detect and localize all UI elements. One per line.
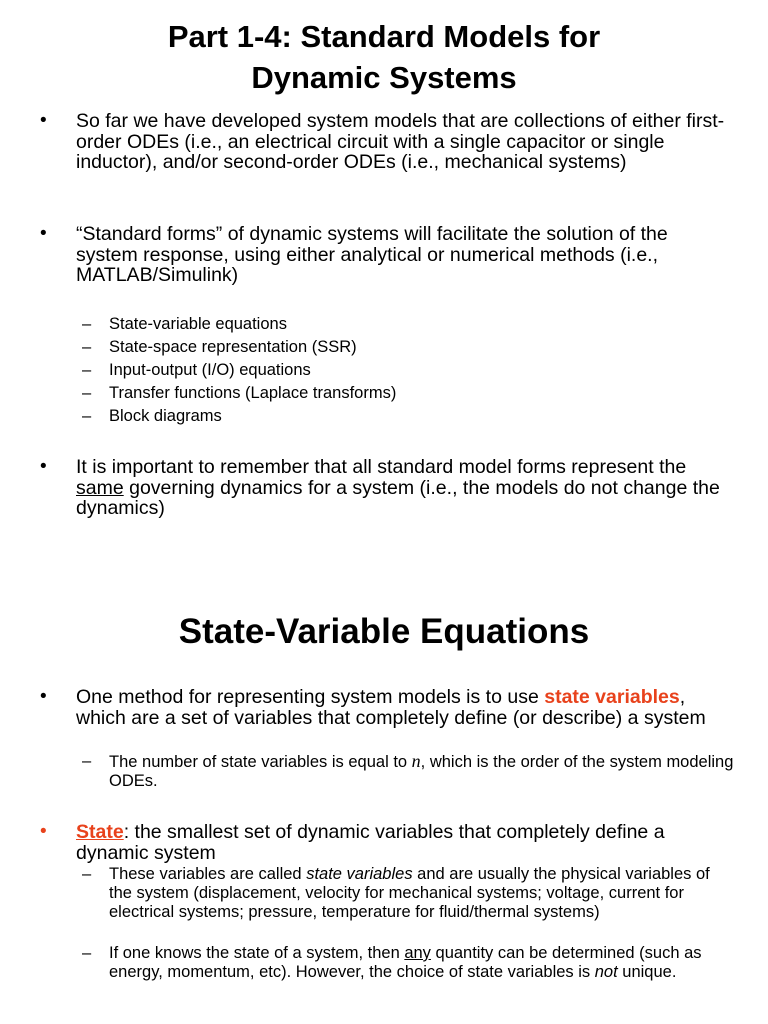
bullet-text: One method for representing system models is to use state variables, which are a set of variables that completely define (or describe) a system [76, 686, 706, 729]
title-line-2: Dynamic Systems [251, 60, 517, 95]
list-item [82, 865, 734, 922]
list-item [82, 384, 734, 403]
dash-marker: – [82, 407, 92, 425]
list-item [82, 751, 734, 791]
dash-marker: – [82, 944, 92, 962]
list-item-text: Transfer functions (Laplace transforms) [109, 384, 397, 402]
bullet-marker: • [40, 821, 47, 842]
bullet-standard-forms [40, 223, 734, 286]
bullet-state-definition [40, 821, 734, 864]
variable-n: n [411, 751, 421, 771]
bullet-marker: • [40, 456, 47, 477]
bullet-marker: • [40, 110, 47, 131]
list-item-text: State-variable equations [109, 315, 287, 333]
list-item [82, 407, 734, 426]
underlined-word: any [404, 944, 431, 962]
list-item-text: State-space representation (SSR) [109, 338, 357, 356]
highlight-term: State [76, 821, 124, 843]
highlight-term: state variables [544, 686, 680, 708]
italic-term: not [594, 963, 618, 981]
list-item [82, 361, 734, 380]
list-item [82, 944, 734, 982]
section-title: State-Variable Equations [178, 612, 590, 651]
list-item [82, 315, 734, 334]
dash-marker: – [82, 752, 92, 770]
bullet-text: So far we have developed system models that are collections of either first-order ODEs (i.e., an electrical circuit with a single capacitor or single inductor), and/or second-order ODEs (i.e., mechanical systems) [76, 110, 725, 173]
bullet-developed-models [40, 110, 734, 173]
underlined-word: same [76, 476, 124, 499]
dash-marker: – [82, 361, 92, 379]
dash-marker: – [82, 338, 92, 356]
list-item [82, 338, 734, 357]
list-item-text: These variables are called state variables and are usually the physical variables of the system (displacement, velocity for mechanical systems; voltage, current for electrical systems; pressure, temperature for fluid/thermal systems) [109, 865, 710, 921]
dash-marker: – [82, 384, 92, 402]
bullet-state-variables [40, 686, 734, 729]
page-title [0, 16, 768, 98]
bullet-same-dynamics [40, 456, 734, 519]
list-item-text: If one knows the state of a system, then any quantity can be determined (such as energy, momentum, etc). However, the choice of state variables is not unique. [109, 944, 702, 981]
bullet-text: “Standard forms” of dynamic systems will facilitate the solution of the system response, using either analytical or numerical methods (i.e., MATLAB/Simulink) [76, 223, 668, 286]
bullet-marker: • [40, 686, 47, 707]
italic-term: state variables [306, 865, 413, 883]
bullet-marker: • [40, 223, 47, 244]
dash-marker: – [82, 865, 92, 883]
list-item-text: The number of state variables is equal to n, which is the order of the system modeling ODEs. [109, 751, 734, 790]
dash-marker: – [82, 315, 92, 333]
title-line-1: Part 1-4: Standard Models for [167, 19, 601, 54]
list-item-text: Input-output (I/O) equations [109, 361, 311, 379]
list-item-text: Block diagrams [109, 407, 222, 425]
bullet-text: State: the smallest set of dynamic variables that completely define a dynamic system [76, 821, 665, 864]
bullet-text: It is important to remember that all standard model forms represent the same governing dynamics for a system (i.e., the models do not change the dynamics) [76, 456, 720, 519]
